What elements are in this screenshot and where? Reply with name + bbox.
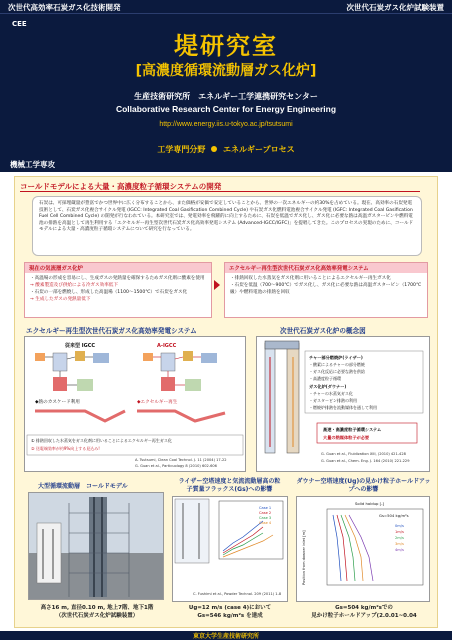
lab-name: 機械工学専攻: [10, 160, 55, 169]
fig4-svg: [173, 497, 287, 601]
fig2-bottom-text: 高速・高濃度粒子循環システム: [323, 427, 382, 432]
lab-bar: [0, 158, 452, 172]
page-title: 堤研究室: [174, 32, 278, 60]
lab-url[interactable]: http://www.energy.iis.u-tokyo.ac.jp/tsutsumi: [159, 121, 293, 128]
fig5-xlabel: Solid holdup [-]: [355, 501, 385, 506]
fig5-gs: Gs=504 kg/m²s: [379, 513, 409, 518]
fig1-label-right: A-IGCC: [157, 343, 177, 349]
section-title: コールドモデルによる大量・高濃度粒子循環システムの開発: [20, 182, 222, 191]
fig4-legend-4: Case 4: [259, 521, 272, 525]
left-tag: 次世代高効率石炭ガス化技術開発: [8, 3, 121, 12]
fig5-legend-2: 2m/s: [395, 536, 404, 540]
arrow-right-icon: [214, 280, 220, 290]
fig4-ref: C. Fushimi et al., Powder Technol. 209 (2011) 1-8: [193, 592, 282, 596]
fig2-legend-5: ガス化炉(ダウナー): [309, 384, 347, 389]
fig1-sub-right: ◆エクセルギー再生: [137, 400, 178, 405]
current-gasifier-body: [25, 273, 211, 305]
fig5-title: ダウナー空塔速度(Ug)の見かけ粒子ホールドアップへの影響: [296, 478, 431, 493]
footer-bar: [0, 631, 452, 640]
fig2-title: 次世代石炭ガス化炉の概念図: [280, 327, 366, 335]
intro-text: 石炭は、可採埋蔵量が豊富でかつ世界中に広く分布することから、また価格が安価で安定していることから、世界の一次エネルギーの約30%を占めている。現在、高効率の石炭発電技術として、石炭ガス化複合サイクル発電 (IGCC: Integrated Coal Gasification Combined Cycle) や石炭ガス化燃料電池複合サイクル発電 (IGFC: Integrated Coal Gasification Fuel Cell Combined Cycle) の開発が行なわれている。本研究室では、発電効率を飛躍的に向上するために、石炭を低温でガス化し、ガス化に必要な熱は高温ガスタービンや燃料電池の排熱を高温として再生利用する「エクセルギー再生型次世代石炭ガス化高効率発電システム (Advanced-IGCC/IGFC)」を提唱してきた。このプロセスの実現のために、コールドモデルによる大量・高濃度粒子循環システムについて研究を行なっている。: [32, 196, 422, 256]
fig1-flow-svg: [25, 337, 245, 471]
fig4-title: ライザー空塔速度と気流流動層高の粒子質量フラックス(Gs)への影響: [178, 478, 281, 493]
exergy-line-1: ・排熱回収した水蒸気をガス化剤に用いることによるエクセルギー再生ガス化: [230, 276, 391, 281]
org-name-en: Collaborative Research Center for Energy Engineering: [115, 104, 337, 114]
fig1-ref2: G. Guan et al., Particuology 8 (2010) 602-606: [135, 464, 217, 468]
org-name-jp: 生産技術研究所 エネルギー工学連携研究センター: [134, 92, 318, 101]
fig3-caption-2: （次世代石炭ガス化炉試験装置）: [55, 613, 139, 619]
fig2-legend-4: ・高濃度粒子循環: [309, 376, 341, 381]
fig2-legend-8: ・燃焼炉排熱を流動媒体を通して利用: [309, 405, 377, 410]
exergy-system-body: [225, 273, 427, 298]
fig5-chart: [296, 496, 430, 602]
dept-line: [0, 144, 452, 158]
fig1-diagram: [24, 336, 246, 472]
exergy-system-box: [224, 262, 428, 318]
exergy-system-title: エクセルギー再生型次世代石炭ガス化高効率発電システム: [225, 263, 427, 273]
current-line-2: → 酸素製造及び供給による冷ガス効率低下: [30, 283, 118, 288]
fig3-photo: [28, 492, 164, 600]
fig3-caption: [24, 604, 170, 620]
top-bar: [0, 0, 452, 14]
fig4-result-2: Gs=546 kg/m²s を達成: [197, 613, 263, 619]
fig5-result-1: Gs=504 kg/m²sでの: [335, 605, 393, 611]
fig5-legend-4: 4m/s: [395, 548, 404, 552]
fig1-right-diagram: [143, 351, 217, 391]
fig1-ref1: A. Tsutsumi, Clean Coal Technol. J. 11 (2004) 17-22: [135, 458, 227, 462]
fig2-legend-3: ・ガス化反応に必要な熱を供給: [309, 369, 365, 374]
current-line-1: ・高温場の形成を容易にし、生成ガスの発熱量を確保するためガス化剤に酸素を使用: [30, 276, 205, 281]
dept-right: エネルギープロセス: [222, 145, 295, 154]
fig3-title: 大型循環流動層 コールドモデル: [38, 483, 128, 490]
footer-text: 東京大学生産技術研究所: [192, 633, 259, 640]
fig2-bottom-box: [317, 423, 417, 443]
current-line-4: → 生成したガスの発熱量低下: [30, 297, 91, 302]
current-line-3: ・石炭の一部を燃焼し、形成した高温場（1100〜1500℃）で石炭をガス化: [30, 290, 188, 295]
current-gasifier-title: 現在の気流層ガス化炉: [25, 263, 211, 273]
page-subtitle: [高濃度循環流動層ガス化炉]: [135, 63, 317, 79]
fig2-legend-7: ・ガスタービン排熱の利用: [309, 398, 357, 403]
fig4-legend-2: Case 2: [259, 511, 272, 515]
fig2-diagram: [256, 336, 430, 472]
fig5-result-2: 見かけ粒子ホールドアップ(2.0.01~0.04: [311, 613, 417, 619]
fig1-left-diagram: [35, 351, 109, 391]
fig1-note1: ① 排熱回収した水蒸気をガス化剤に用いることによるエクセルギー再生ガス化: [31, 438, 172, 443]
fig5-result: [294, 604, 434, 620]
bullet-icon: [211, 146, 217, 152]
fig1-sub-left: ◆熱のカスケード利用: [35, 400, 80, 405]
fig5-svg: [297, 497, 429, 601]
fig1-label-left: 従来型 IGCC: [65, 343, 96, 349]
fig4-legend-1: Case 1: [259, 506, 272, 510]
fig5-legend-0: 0m/s: [395, 524, 404, 528]
section-underline: [20, 191, 420, 192]
fig4-legend-3: Case 3: [259, 516, 272, 520]
cee-logo-text: CEE: [12, 20, 27, 28]
right-tag: 次世代石炭ガス化炉試験装置: [346, 3, 444, 12]
fig1-title: エクセルギー再生型次世代石炭ガス化高効率発電システム: [26, 327, 197, 335]
fig2-bottom-red: 大量の熱媒体粒子が必要: [323, 435, 370, 440]
fig2-ref2: G. Guan et al., Chem. Eng. J. 164 (2010) 221-229: [321, 459, 410, 463]
fig2-legend-6: ・チャーの水蒸気ガス化: [309, 391, 353, 396]
fig1-note2: ② 送電端効率が約9%向上する見込み!: [31, 446, 100, 451]
fig2-legend-box: [305, 351, 423, 413]
fig4-chart: [172, 496, 288, 602]
fig2-legend-1: チャー部分燃焼炉(ライザー): [309, 355, 363, 360]
current-gasifier-box: [24, 262, 212, 318]
fig3-photo-svg: [29, 493, 163, 599]
fig2-svg: [257, 337, 429, 471]
fig4-result: [170, 604, 290, 620]
fig5-legend-1: 1m/s: [395, 530, 404, 534]
fig2-ref1: G. Guan et al., Fluidization XIII, (2010) 421-428: [321, 452, 406, 456]
fig5-ylabel: Position from downer inlet [m]: [302, 530, 306, 585]
fig2-legend-2: ・酸素によるチャーの部分燃焼: [309, 362, 365, 367]
fig3-caption-1: 高さ16 m, 直径0.10 m, 地上7階、地下1階: [40, 605, 154, 611]
fig4-result-1: Ug=12 m/s (case 4)において: [188, 605, 272, 611]
fig5-legend-3: 3m/s: [395, 542, 404, 546]
exergy-line-2: ・石炭を低温（700〜900℃）でガス化し、ガス化に必要な熱は高温ガスタービン（1700℃級）や燃料電池の排熱を回収: [230, 283, 422, 295]
dept-left: 工学専門分野: [157, 145, 206, 154]
